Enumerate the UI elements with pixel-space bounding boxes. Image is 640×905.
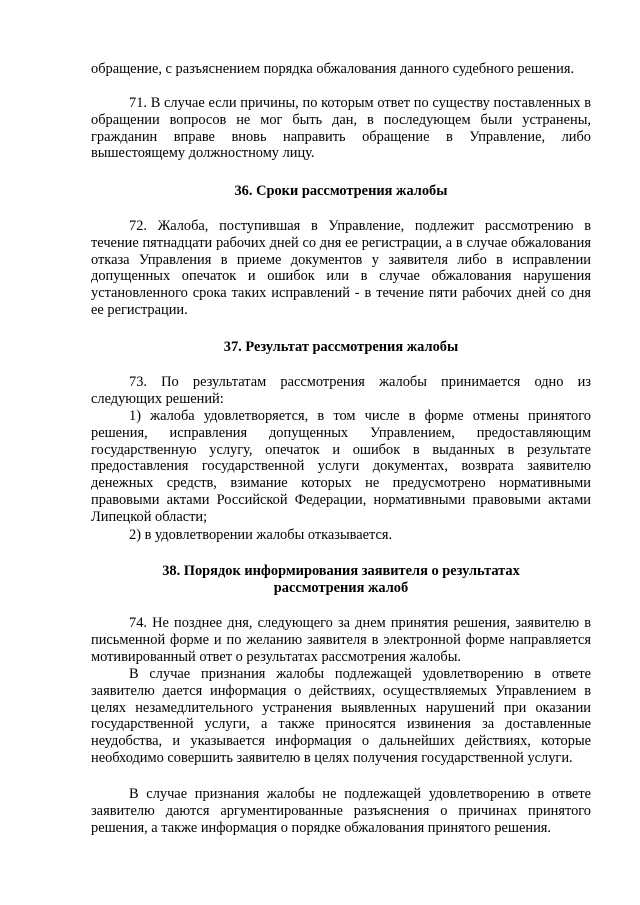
section-heading-37: 37. Результат рассмотрения жалобы [223, 339, 459, 355]
section-heading-38-line-1: 38. Порядок информирования заявителя о результатах [162, 563, 520, 579]
paragraph-71: 71. В случае если причины, по которым ответ по существу поставленных в обращении вопросов не мог быть дан, в последующем были устранены, гражданин вправе вновь направить обращение в Управление, либо вышестоящему должностному лицу. [91, 95, 591, 162]
paragraph-73: 73. По результатам рассмотрения жалобы принимается одно из следующих решений: [91, 374, 591, 407]
paragraph-74-rejected: В случае признания жалобы не подлежащей удовлетворению в ответе заявителю даются аргументированные разъяснения о причинах принятого решения, а также информация о порядке обжалования принятого решения. [91, 786, 591, 836]
paragraph-continuation: обращение, с разъяснением порядка обжалования данного судебного решения. [91, 61, 575, 77]
paragraph-73-item-1: 1) жалоба удовлетворяется, в том числе в форме отмены принятого решения, исправления допущенных Управлением, предоставляющим государственную услугу, опечаток и ошибок в выданных в результате предоставления государственной услуги документах, возврата заявителю денежных средств, взимание которых не предусмотрено нормативными правовыми актами Российской Федерации, нормативными правовыми актами Липецкой области; [91, 408, 591, 525]
paragraph-74: 74. Не позднее дня, следующего за днем принятия решения, заявителю в письменной форме и по желанию заявителя в электронной форме направляется мотивированный ответ о результатах рассмотрения жалобы. [91, 615, 591, 665]
paragraph-74-satisfied: В случае признания жалобы подлежащей удовлетворению в ответе заявителю дается информация о действиях, осуществляемых Управлением в целях незамедлительного устранения выявленных нарушений при оказании государственной услуги, а также приносятся извинения за доставленные неудобства, и указывается информация о дальнейших действиях, которые необходимо совершить заявителю в целях получения государственной услуги. [91, 666, 591, 766]
section-heading-36: 36. Сроки рассмотрения жалобы [234, 183, 448, 199]
section-heading-38-line-2: рассмотрения жалоб [273, 580, 409, 596]
paragraph-72: 72. Жалоба, поступившая в Управление, подлежит рассмотрению в течение пятнадцати рабочих дней со дня ее регистрации, а в случае обжалования отказа Управления в приеме документов у заявителя либо в исправлении допущенных опечаток и ошибок или в случае обжалования нарушения установленного срока таких исправлений - в течение пяти рабочих дней со дня ее регистрации. [91, 218, 591, 318]
paragraph-73-item-2: 2) в удовлетворении жалобы отказывается. [129, 527, 393, 543]
